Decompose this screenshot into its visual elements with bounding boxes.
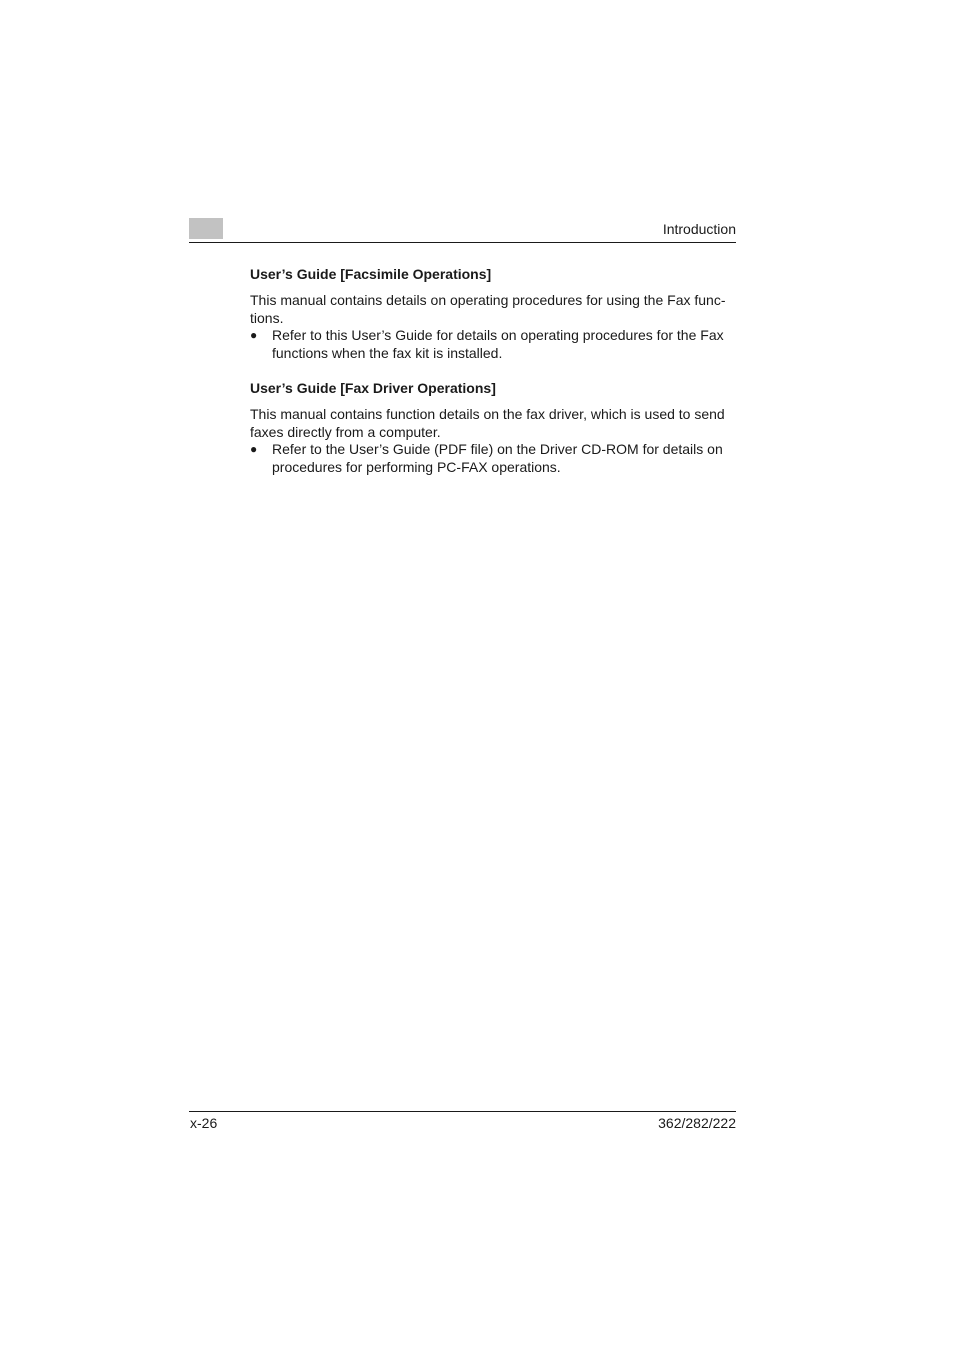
section-paragraph <box>250 292 736 327</box>
paragraph-line: This manual contains details on operating procedures for using the Fax func- <box>250 292 726 308</box>
bullet-line: Refer to this User’s Guide for details on operating procedures for the Fax <box>272 327 724 343</box>
model-number: 362/282/222 <box>658 1115 736 1131</box>
bullet-icon: ● <box>250 328 258 342</box>
running-header-title: Introduction <box>662 221 736 237</box>
section-heading: User’s Guide [Fax Driver Operations] <box>250 380 496 396</box>
bullet-item <box>250 327 736 362</box>
paragraph-line: tions. <box>250 309 284 326</box>
header-divider <box>189 242 736 243</box>
section-fax-driver-operations <box>250 379 736 476</box>
page-content <box>250 265 736 476</box>
section-facsimile-operations <box>250 265 736 362</box>
footer-divider <box>189 1111 736 1112</box>
bullet-line: functions when the fax kit is installed. <box>272 344 503 361</box>
bullet-icon: ● <box>250 442 258 456</box>
paragraph-line: This manual contains function details on the fax driver, which is used to send <box>250 406 725 422</box>
chapter-tab-block <box>189 218 223 239</box>
bullet-line: procedures for performing PC-FAX operations. <box>272 458 561 475</box>
paragraph-line: faxes directly from a computer. <box>250 423 441 440</box>
section-paragraph <box>250 406 736 441</box>
section-spacer <box>250 362 736 379</box>
bullet-line: Refer to the User’s Guide (PDF file) on the Driver CD-ROM for details on <box>272 441 723 457</box>
bullet-item <box>250 441 736 476</box>
page-number: x-26 <box>190 1115 218 1131</box>
section-heading: User’s Guide [Facsimile Operations] <box>250 266 492 282</box>
